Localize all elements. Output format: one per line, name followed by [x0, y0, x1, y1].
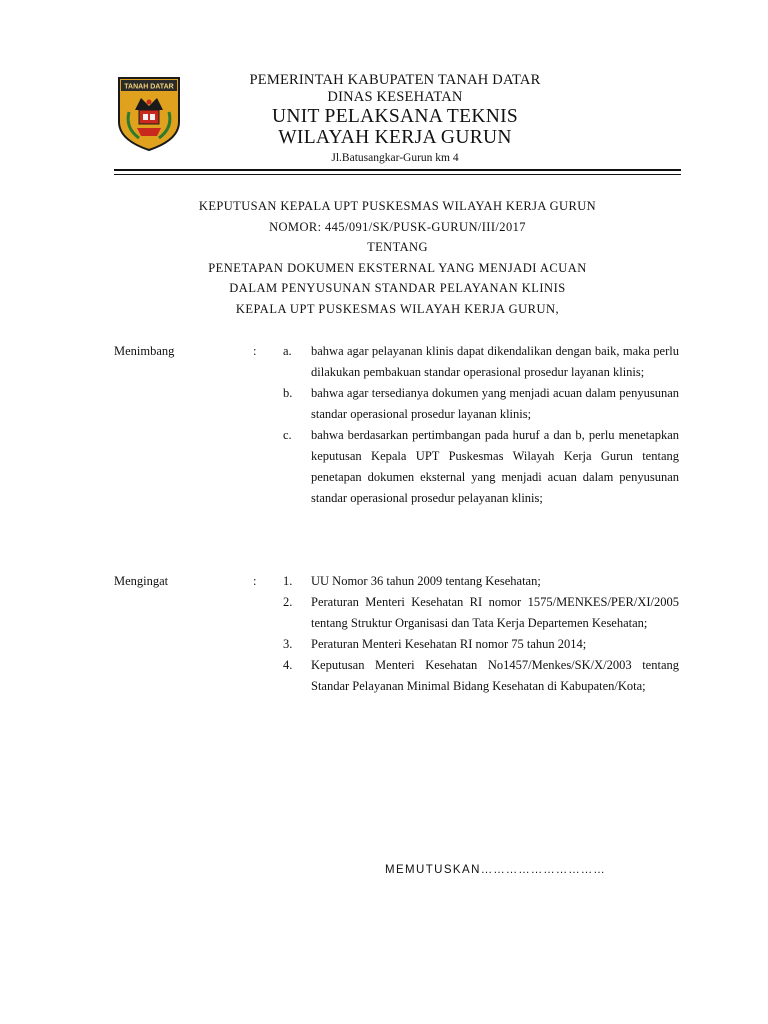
decree-heading: KEPUTUSAN KEPALA UPT PUSKESMAS WILAYAH KERJA GURUN — [198, 199, 597, 213]
mengingat-list — [283, 571, 679, 697]
item-marker: 4. — [283, 658, 293, 672]
decision-heading — [385, 862, 606, 878]
agency-name: DINAS KESEHATAN — [327, 89, 463, 105]
government-name: PEMERINTAH KABUPATEN TANAH DATAR — [249, 72, 541, 88]
list-item — [283, 383, 679, 425]
item-text: bahwa berdasarkan pertimbangan pada huruf a dan b, perlu menetapkan keputusan Kepala UPT Puskesmas Wilayah Kerja Gurun tentang penetapan dokumen eksternal yang menjadi acuan dalam penyusunan standar operasional prosedur pelayanan klinis; — [311, 428, 679, 505]
menimbang-list — [283, 341, 679, 509]
work-area-name: WILAYAH KERJA GURUN — [278, 127, 512, 148]
decree-title-block — [114, 196, 681, 319]
item-marker: 1. — [283, 574, 293, 588]
item-marker: 3. — [283, 637, 293, 651]
mengingat-colon: : — [253, 574, 257, 588]
item-marker: c. — [283, 428, 292, 442]
list-item — [283, 655, 679, 697]
decree-about: TENTANG — [367, 240, 428, 254]
item-text: bahwa agar pelayanan klinis dapat dikendalikan dengan baik, maka perlu dilakukan pembakuan standar operasional prosedur layanan klinis; — [311, 344, 679, 379]
list-item — [283, 571, 679, 592]
unit-name: UNIT PELAKSANA TEKNIS — [271, 106, 519, 127]
item-marker: b. — [283, 386, 293, 400]
logo-label: TANAH DATAR — [124, 83, 174, 91]
mengingat-label: Mengingat — [114, 574, 169, 588]
menimbang-colon: : — [253, 344, 257, 358]
decree-number: NOMOR: 445/091/SK/PUSK-GURUN/III/2017 — [269, 219, 526, 234]
decision-label: MEMUTUSKAN — [385, 864, 481, 876]
letterhead-divider-thick — [114, 169, 681, 171]
tanah-datar-emblem-icon — [117, 76, 181, 152]
list-item — [283, 425, 679, 509]
letterhead — [180, 72, 610, 166]
item-text: bahwa agar tersedianya dokumen yang menjadi acuan dalam penyusunan standar operasional prosedur layanan klinis; — [311, 386, 679, 421]
item-marker: 2. — [283, 595, 293, 609]
item-text: Peraturan Menteri Kesehatan RI nomor 1575/MENKES/PER/XI/2005 tentang Struktur Organisasi dan Tata Kerja Departemen Kesehatan; — [311, 595, 679, 630]
decree-subject-line-1: PENETAPAN DOKUMEN EKSTERNAL YANG MENJADI ACUAN — [208, 260, 587, 275]
item-text: Keputusan Menteri Kesehatan No1457/Menkes/SK/X/2003 tentang Standar Pelayanan Minimal Bidang Kesehatan di Kabupaten/Kota; — [311, 658, 679, 693]
list-item — [283, 592, 679, 634]
menimbang-label: Menimbang — [114, 344, 175, 358]
list-item — [283, 634, 679, 655]
item-text: UU Nomor 36 tahun 2009 tentang Kesehatan; — [311, 574, 541, 588]
address: Jl.Batusangkar-Gurun km 4 — [331, 152, 459, 164]
decision-dots: ………………………… — [480, 864, 606, 876]
letterhead-divider-thin — [114, 174, 681, 175]
item-text: Peraturan Menteri Kesehatan RI nomor 75 tahun 2014; — [311, 637, 587, 651]
list-item — [283, 341, 679, 383]
decree-official: KEPALA UPT PUSKESMAS WILAYAH KERJA GURUN, — [235, 301, 560, 316]
item-marker: a. — [283, 344, 292, 358]
decree-subject-line-2: DALAM PENYUSUNAN STANDAR PELAYANAN KLINIS — [229, 281, 566, 295]
